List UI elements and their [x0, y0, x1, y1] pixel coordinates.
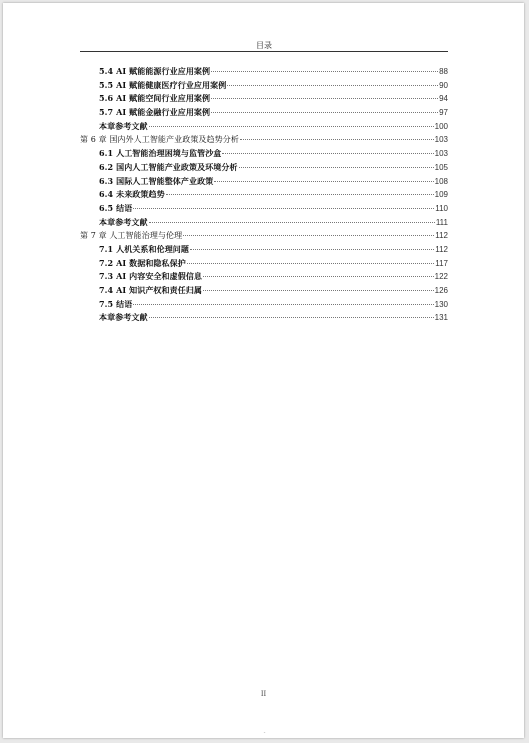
toc-section-entry[interactable]: [80, 107, 448, 121]
toc-entry-label: 6.5 结语: [99, 202, 133, 213]
toc-dot-leader: [227, 85, 438, 86]
header-rule: [80, 51, 448, 52]
toc-chapter-entry[interactable]: [80, 230, 448, 244]
running-header-title: 目录: [256, 41, 272, 50]
toc-dot-leader: [240, 139, 434, 140]
toc-section-entry[interactable]: [80, 271, 448, 285]
toc-section-entry[interactable]: [80, 148, 448, 162]
toc-page-number: 94: [439, 94, 448, 104]
toc-page-number: 126: [434, 286, 448, 295]
toc-section-entry[interactable]: [80, 312, 448, 326]
toc-section-entry[interactable]: [80, 285, 448, 299]
toc-entry-label: 7.5 结语: [99, 298, 133, 309]
toc-page-number: 131: [434, 313, 448, 323]
toc-entry-label: 5.7 AI 赋能金融行业应用案例: [99, 107, 211, 118]
toc-dot-leader: [211, 71, 438, 72]
toc-section-entry[interactable]: [80, 121, 448, 135]
toc-page-number: 100: [434, 121, 448, 131]
toc-page-number: 117: [435, 258, 448, 268]
toc-dot-leader: [222, 153, 433, 154]
toc-dot-leader: [133, 304, 433, 305]
bottom-marker: -: [263, 730, 266, 736]
toc-entry-label: 第 7 章 人工智能治理与伦理: [80, 231, 183, 241]
document-page: [3, 3, 524, 738]
toc-page-number: 110: [435, 203, 448, 213]
toc-entry-label: 7.4 AI 知识产权和责任归属: [99, 285, 203, 295]
toc-dot-leader: [211, 98, 438, 99]
toc-dot-leader: [187, 263, 434, 264]
page-number: II: [260, 689, 267, 698]
toc-chapter-entry[interactable]: [80, 134, 448, 148]
toc-entry-label: 5.6 AI 赋能空间行业应用案例: [99, 93, 211, 104]
table-of-contents: [80, 66, 448, 326]
toc-page-number: 109: [434, 190, 448, 200]
toc-entry-label: 7.3 AI 内容安全和虚假信息: [99, 271, 203, 282]
toc-page-number: 88: [439, 67, 448, 76]
toc-entry-label: 6.3 国际人工智能整体产业政策: [99, 175, 214, 186]
toc-dot-leader: [239, 167, 434, 168]
toc-section-entry[interactable]: [80, 66, 448, 80]
toc-entry-label: 7.1 人机关系和伦理问题: [99, 243, 190, 254]
toc-dot-leader: [203, 290, 434, 291]
toc-dot-leader: [183, 235, 434, 236]
toc-dot-leader: [203, 276, 434, 277]
toc-section-entry[interactable]: [80, 244, 448, 258]
toc-section-entry[interactable]: [80, 162, 448, 176]
toc-page-number: 112: [435, 231, 448, 241]
toc-dot-leader: [211, 112, 438, 113]
toc-section-entry[interactable]: [80, 93, 448, 107]
toc-dot-leader: [166, 194, 434, 195]
toc-page-number: 111: [435, 217, 448, 227]
toc-dot-leader: [149, 222, 435, 223]
toc-page-number: 103: [434, 135, 448, 145]
toc-page-number: 103: [434, 149, 448, 159]
toc-entry-label: 5.5 AI 赋能健康医疗行业应用案例: [99, 79, 227, 90]
toc-entry-label: 5.4 AI 赋能能源行业应用案例: [99, 66, 211, 76]
toc-entry-label: 本章参考文献: [99, 312, 148, 323]
toc-dot-leader: [149, 126, 434, 127]
toc-section-entry[interactable]: [80, 203, 448, 217]
toc-dot-leader: [133, 208, 434, 209]
toc-dot-leader: [149, 317, 434, 318]
toc-section-entry[interactable]: [80, 189, 448, 203]
toc-entry-label: 本章参考文献: [99, 216, 148, 227]
toc-entry-label: 本章参考文献: [99, 120, 148, 131]
toc-entry-label: 第 6 章 国内外人工智能产业政策及趋势分析: [80, 135, 239, 145]
toc-page-number: 122: [434, 272, 448, 282]
toc-entry-label: 6.1 人工智能治理困境与监管沙盒: [99, 148, 222, 159]
toc-page-number: 112: [435, 244, 448, 254]
toc-page-number: 108: [434, 176, 448, 186]
toc-page-number: 130: [434, 299, 448, 309]
toc-section-entry[interactable]: [80, 80, 448, 94]
toc-section-entry[interactable]: [80, 299, 448, 313]
toc-page-number: 90: [439, 80, 448, 90]
toc-entry-label: 6.4 未来政策趋势: [99, 189, 165, 200]
toc-page-number: 97: [439, 108, 448, 118]
toc-entry-label: 7.2 AI 数据和隐私保护: [99, 257, 186, 268]
toc-dot-leader: [190, 249, 434, 250]
toc-dot-leader: [214, 181, 433, 182]
toc-section-entry[interactable]: [80, 258, 448, 272]
toc-section-entry[interactable]: [80, 176, 448, 190]
toc-entry-label: 6.2 国内人工智能产业政策及环境分析: [99, 161, 238, 172]
toc-page-number: 105: [434, 162, 448, 172]
toc-section-entry[interactable]: [80, 217, 448, 231]
